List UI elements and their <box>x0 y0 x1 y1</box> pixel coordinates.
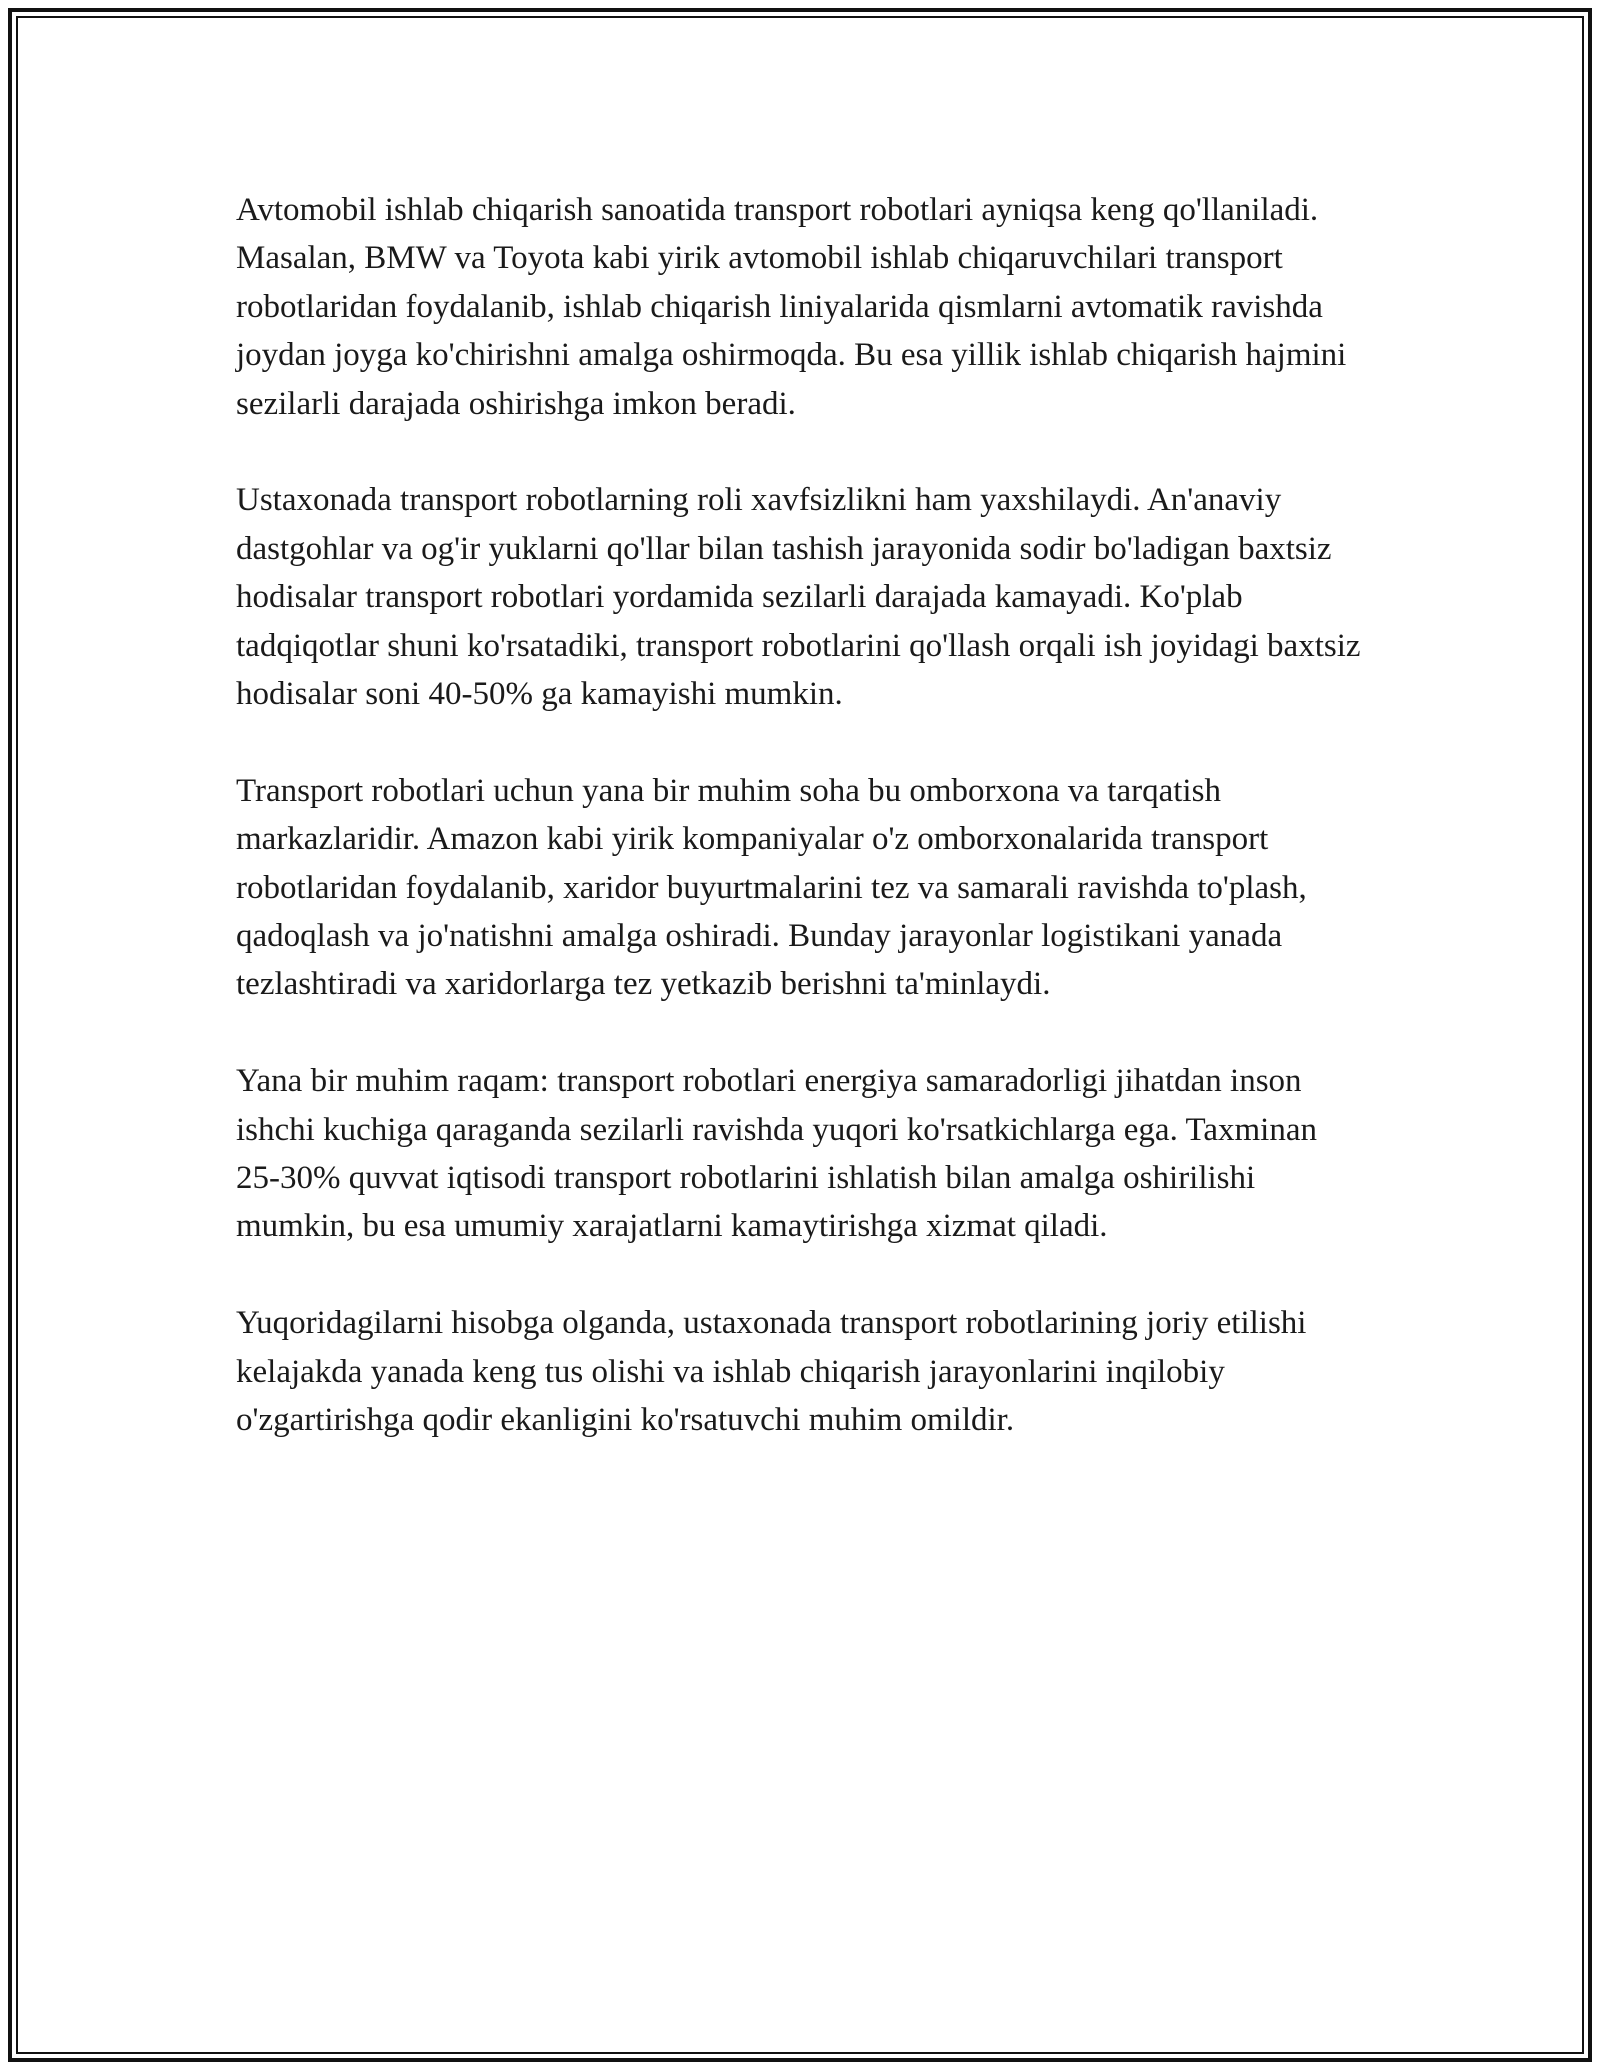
paragraph-1: Avtomobil ishlab chiqarish sanoatida transport robotlari ayniqsa keng qo'llaniladi. Masalan, BMW va Toyota kabi yirik avtomobil ishlab chiqaruvchilari transport robotlaridan foydalanib, ishlab chiqarish liniyalarida qismlarni avtomatik ravishda joydan joyga ko'chirishni amalga oshirmoqda. Bu esa yillik ishlab chiqarish hajmini sezilarli darajada oshirishga imkon beradi. <box>236 192 1347 422</box>
paragraph-3: Transport robotlari uchun yana bir muhim soha bu omborxona va tarqatish markazlaridir. Amazon kabi yirik kompaniyalar o'z omborxonalarida transport robotlaridan foydalanib, xaridor buyurtmalarini tez va samarali ravishda to'plash, qadoqlash va jo'natishni amalga oshiradi. Bunday jarayonlar logistikani yanada tezlashtiradi va xaridorlarga tez yetkazib berishni ta'minlaydi. <box>236 772 1307 1003</box>
paragraph-2: Ustaxonada transport robotlarning roli xavfsizlikni ham yaxshilaydi. An'anaviy dastgohlar va og'ir yuklarni qo'llar bilan tashish jarayonida sodir bo'ladigan baxtsiz hodisalar transport robotlari yordamida sezilarli darajada kamayadi. Ko'plab tadqiqotlar shuni ko'rsatadiki, transport robotlarini qo'llash orqali ish joyidagi baxtsiz hodisalar soni 40-50% ga kamayishi mumkin. <box>236 482 1361 713</box>
paragraph-4: Yana bir muhim raqam: transport robotlari energiya samaradorligi jihatdan inson ishchi kuchiga qaraganda sezilarli ravishda yuqori ko'rsatkichlarga ega. Taxminan 25-30% quvvat iqtisodi transport robotlarini ishlatish bilan amalga oshirilishi mumkin, bu esa umumiy xarajatlarni kamaytirishga xizmat qiladi. <box>236 1063 1317 1245</box>
paragraph-5: Yuqoridagilarni hisobga olganda, ustaxonada transport robotlarining joriy etilishi kelajakda yanada keng tus olishi va ishlab chiqarish jarayonlarini inqilobiy o'zgartirishga qodir ekanligini ko'rsatuvchi muhim omildir. <box>236 1305 1307 1439</box>
document-body <box>236 186 1366 1445</box>
